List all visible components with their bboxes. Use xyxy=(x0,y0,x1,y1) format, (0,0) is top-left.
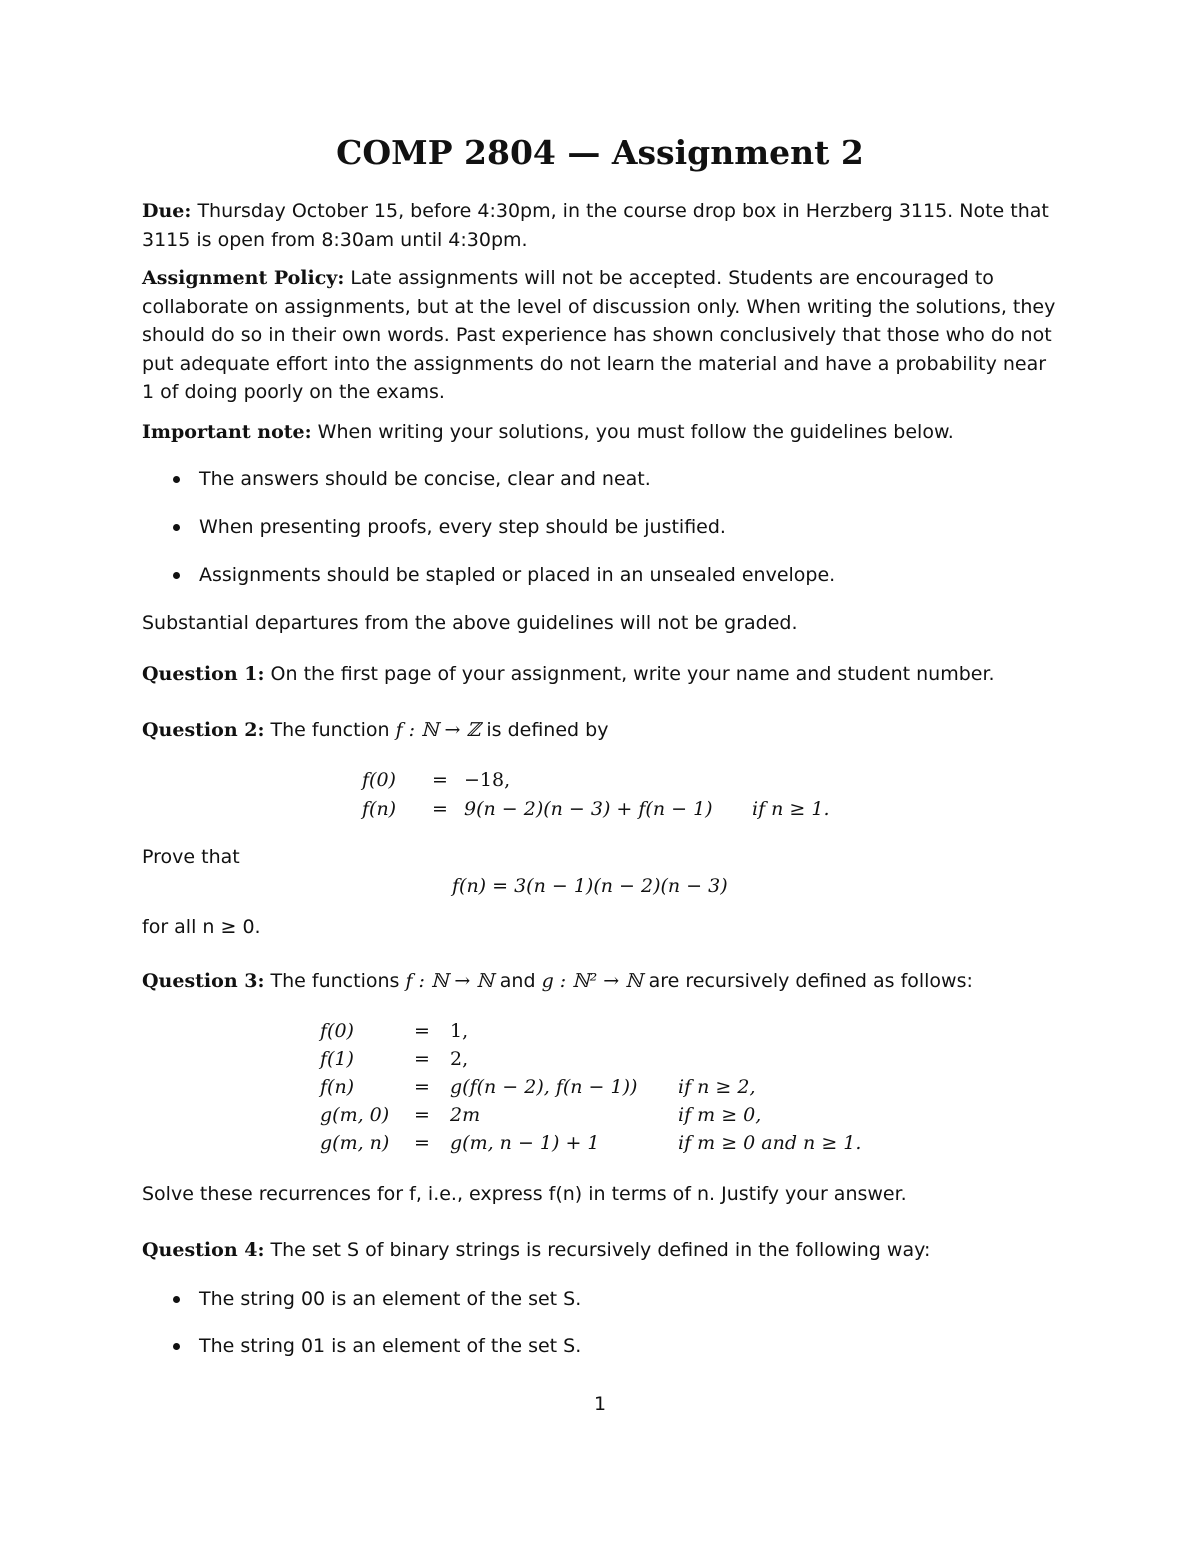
question-2-label: Question 2: xyxy=(142,719,265,741)
due-text: Thursday October 15, before 4:30pm, in the course drop box in Herzberg 3115. Note that 3115 is open from 8:30am until 4:30pm. xyxy=(142,200,1049,251)
equals-sign: = xyxy=(414,1020,430,1042)
prove-that: Prove that xyxy=(142,846,240,868)
function-signature: f : ℕ → ℕ xyxy=(405,970,494,992)
recurrence-lhs: f(n) xyxy=(320,1076,355,1098)
question-3-label: Question 3: xyxy=(142,970,265,992)
note-text: When writing your solutions, you must follow the guidelines below. xyxy=(317,421,954,443)
equation-rhs: −18, xyxy=(464,769,511,791)
question-1-label: Question 1: xyxy=(142,663,265,685)
recurrence-rhs: 2m xyxy=(450,1104,481,1126)
question-2-text: is defined by xyxy=(486,719,609,741)
claim-formula xyxy=(452,872,728,900)
bullet-icon xyxy=(173,524,180,531)
equation-condition: if n ≥ 1. xyxy=(752,798,830,820)
equals-sign: = xyxy=(414,1132,430,1154)
equation-lhs: f(0) xyxy=(362,769,396,791)
question-4-text: The set S of binary strings is recursively defined in the following way: xyxy=(270,1239,931,1261)
equation-lhs: f(n) xyxy=(362,798,397,820)
bullet-icon xyxy=(173,1296,180,1303)
equals-sign: = xyxy=(432,798,448,820)
question-2-text: The function xyxy=(270,719,390,741)
equals-sign: = xyxy=(414,1104,430,1126)
guideline-text: Assignments should be stapled or placed in an unsealed envelope. xyxy=(199,564,836,586)
equation-row xyxy=(362,795,882,823)
page-number: 1 xyxy=(593,1393,607,1415)
policy-label: Assignment Policy: xyxy=(142,267,345,289)
recurrence-row xyxy=(320,1073,920,1101)
question-4-intro xyxy=(142,1236,1082,1264)
recurrence-lhs: f(0) xyxy=(320,1020,354,1042)
policy-paragraph xyxy=(142,264,1062,407)
recurrence-condition: if m ≥ 0 and n ≥ 1. xyxy=(678,1132,862,1154)
function-signature: f : ℕ → ℤ xyxy=(395,719,481,741)
bullet-icon xyxy=(173,476,180,483)
departures-note: Substantial departures from the above guidelines will not be graded. xyxy=(142,612,798,634)
set-rule-text: The string 01 is an element of the set S. xyxy=(199,1335,582,1357)
question-1 xyxy=(142,660,1082,688)
due-label: Due: xyxy=(142,200,192,222)
recurrence-condition: if m ≥ 0, xyxy=(678,1104,762,1126)
question-3-text: are recursively defined as follows: xyxy=(648,970,973,992)
bullet-icon xyxy=(173,572,180,579)
recurrence-row xyxy=(320,1045,920,1073)
note-label: Important note: xyxy=(142,421,312,443)
question-1-text: On the first page of your assignment, write your name and student number. xyxy=(270,663,995,685)
equals-sign: = xyxy=(414,1048,430,1070)
recurrence-condition: if n ≥ 2, xyxy=(678,1076,756,1098)
bullet-icon xyxy=(173,1343,180,1350)
recurrence-row xyxy=(320,1017,920,1045)
claim-text: f(n) = 3(n − 1)(n − 2)(n − 3) xyxy=(452,875,728,897)
question-3-text: and xyxy=(499,970,536,992)
for-all: for all n ≥ 0. xyxy=(142,916,261,938)
page-title: COMP 2804 — Assignment 2 xyxy=(336,133,864,172)
question-4-label: Question 4: xyxy=(142,1239,265,1261)
recurrence-rhs: 1, xyxy=(450,1020,469,1042)
question-3-text: The functions xyxy=(270,970,400,992)
recurrence-lhs: f(1) xyxy=(320,1048,354,1070)
equals-sign: = xyxy=(432,769,448,791)
important-note xyxy=(142,418,1082,446)
recurrence-rhs: g(m, n − 1) + 1 xyxy=(450,1132,600,1154)
set-rule-text: The string 00 is an element of the set S. xyxy=(199,1288,582,1310)
function-signature: g : ℕ² → ℕ xyxy=(541,970,643,992)
recurrence-row xyxy=(320,1129,920,1157)
recurrence-row xyxy=(320,1101,920,1129)
recurrence-rhs: 2, xyxy=(450,1048,469,1070)
question-3-intro xyxy=(142,967,1082,995)
recurrence-rhs: g(f(n − 2), f(n − 1)) xyxy=(450,1076,638,1098)
question-2-intro xyxy=(142,716,1082,744)
policy-text: Late assignments will not be accepted. Students are encouraged to collaborate on assignments, but at the level of discussion only. When writing the solutions, they should do so in their own words. Past experience has shown conclusively that those who do not put adequate effort into the assignments do not learn the material and have a probability near 1 of doing poorly on the exams. xyxy=(142,267,1056,403)
recurrence-lhs: g(m, 0) xyxy=(320,1104,390,1126)
due-paragraph xyxy=(142,197,1062,254)
equals-sign: = xyxy=(414,1076,430,1098)
recurrence-lhs: g(m, n) xyxy=(320,1132,390,1154)
guideline-text: The answers should be concise, clear and neat. xyxy=(199,468,651,490)
equation-rhs: 9(n − 2)(n − 3) + f(n − 1) xyxy=(464,798,713,820)
solve-instruction: Solve these recurrences for f, i.e., express f(n) in terms of n. Justify your answer. xyxy=(142,1183,907,1205)
guideline-text: When presenting proofs, every step should be justified. xyxy=(199,516,726,538)
equation-row xyxy=(362,766,862,794)
